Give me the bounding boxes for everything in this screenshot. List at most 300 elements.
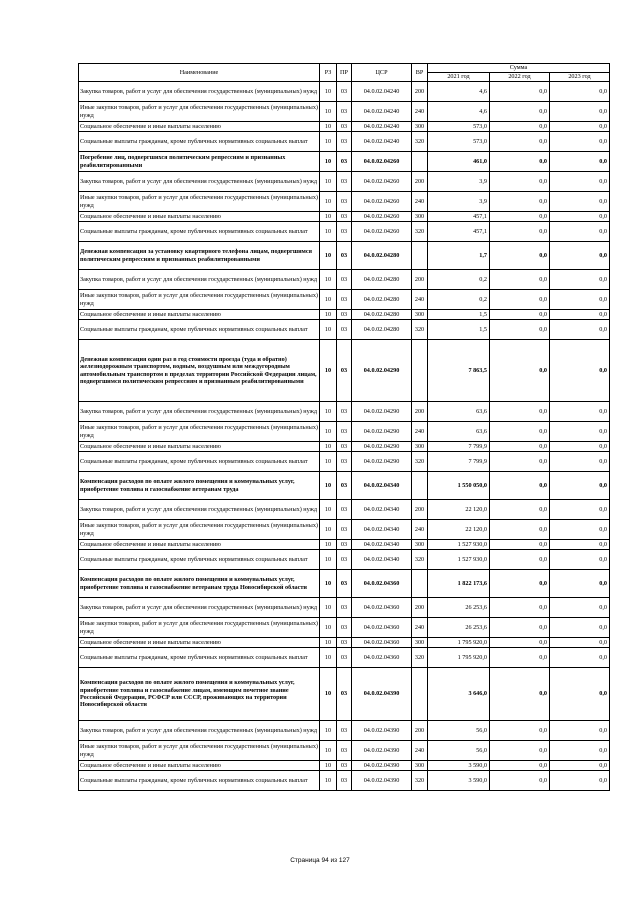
row-csr: 04.0.02.04290	[352, 442, 412, 452]
row-rz: 10	[320, 270, 337, 290]
header-2021: 2021 год	[428, 73, 490, 82]
row-csr: 04.0.02.04390	[352, 721, 412, 741]
row-vr: 300	[412, 761, 428, 771]
row-rz: 10	[320, 598, 337, 618]
row-vr: 200	[412, 721, 428, 741]
row-2023: 0,0	[550, 618, 610, 638]
row-name: Денежная компенсация за установку квартирного телефона лицам, подвергшимся политическим репрессиям и признанных реабилитированными	[79, 242, 320, 270]
row-csr: 04.0.02.04360	[352, 638, 412, 648]
row-2021: 1 550 050,0	[428, 472, 490, 500]
table-row	[79, 402, 610, 422]
row-pr: 03	[337, 192, 352, 212]
row-pr: 03	[337, 550, 352, 570]
table-row	[79, 618, 610, 638]
header-sum: Сумма	[428, 64, 610, 73]
row-name: Закупка товаров, работ и услуг для обеспечения государственных (муниципальных) нужд	[79, 402, 320, 422]
row-2023: 0,0	[550, 520, 610, 540]
table-row	[79, 668, 610, 721]
row-2022: 0,0	[490, 472, 550, 500]
table-row	[79, 132, 610, 152]
row-2021: 4,6	[428, 102, 490, 122]
row-pr: 03	[337, 741, 352, 761]
row-vr: 320	[412, 320, 428, 340]
row-2021: 1,7	[428, 242, 490, 270]
row-2022: 0,0	[490, 102, 550, 122]
row-rz: 10	[320, 212, 337, 222]
row-csr: 04.0.02.04240	[352, 102, 412, 122]
row-name: Социальные выплаты гражданам, кроме публичных нормативных социальных выплат	[79, 648, 320, 668]
table-row	[79, 648, 610, 668]
row-csr: 04.0.02.04260	[352, 172, 412, 192]
row-2023: 0,0	[550, 648, 610, 668]
table-row	[79, 452, 610, 472]
row-csr: 04.0.02.04280	[352, 320, 412, 340]
row-name: Закупка товаров, работ и услуг для обеспечения государственных (муниципальных) нужд	[79, 721, 320, 741]
row-2022: 0,0	[490, 520, 550, 540]
table-row	[79, 102, 610, 122]
row-name: Социальные выплаты гражданам, кроме публичных нормативных социальных выплат	[79, 771, 320, 791]
row-csr: 04.0.02.04340	[352, 540, 412, 550]
table-row	[79, 212, 610, 222]
row-name: Социальное обеспечение и иные выплаты населению	[79, 761, 320, 771]
row-csr: 04.0.02.04240	[352, 122, 412, 132]
row-name: Компенсация расходов по оплате жилого помещения и коммунальных услуг, приобретение топлива и газоснабжение ветеранам труда Новосибирской области	[79, 570, 320, 598]
row-name: Иные закупки товаров, работ и услуг для обеспечения государственных (муниципальных) нужд	[79, 422, 320, 442]
row-rz: 10	[320, 222, 337, 242]
row-csr: 04.0.02.04360	[352, 648, 412, 668]
row-name: Социальные выплаты гражданам, кроме публичных нормативных социальных выплат	[79, 320, 320, 340]
row-2023: 0,0	[550, 132, 610, 152]
row-csr: 04.0.02.04390	[352, 741, 412, 761]
row-vr: 320	[412, 452, 428, 472]
row-csr: 04.0.02.04280	[352, 242, 412, 270]
table-row	[79, 340, 610, 402]
row-rz: 10	[320, 520, 337, 540]
row-name: Социальное обеспечение и иные выплаты населению	[79, 212, 320, 222]
row-pr: 03	[337, 242, 352, 270]
row-2022: 0,0	[490, 598, 550, 618]
row-rz: 10	[320, 618, 337, 638]
row-2022: 0,0	[490, 452, 550, 472]
row-2022: 0,0	[490, 638, 550, 648]
row-2022: 0,0	[490, 320, 550, 340]
row-2022: 0,0	[490, 172, 550, 192]
row-2023: 0,0	[550, 290, 610, 310]
row-rz: 10	[320, 540, 337, 550]
row-csr: 04.0.02.04340	[352, 550, 412, 570]
table-row	[79, 422, 610, 442]
row-2022: 0,0	[490, 570, 550, 598]
row-pr: 03	[337, 721, 352, 741]
row-pr: 03	[337, 648, 352, 668]
row-2021: 26 253,6	[428, 618, 490, 638]
row-csr: 04.0.02.04280	[352, 290, 412, 310]
row-2022: 0,0	[490, 152, 550, 172]
row-pr: 03	[337, 290, 352, 310]
row-2021: 7 799,9	[428, 442, 490, 452]
header-2022: 2022 год	[490, 73, 550, 82]
row-2021: 1 527 930,0	[428, 550, 490, 570]
page-number: Страница 94 из 127	[290, 857, 350, 864]
row-2023: 0,0	[550, 771, 610, 791]
row-pr: 03	[337, 320, 352, 340]
row-pr: 03	[337, 122, 352, 132]
header-name: Наименование	[79, 64, 320, 82]
row-2023: 0,0	[550, 242, 610, 270]
row-pr: 03	[337, 771, 352, 791]
row-vr	[412, 242, 428, 270]
row-csr: 04.0.02.04240	[352, 132, 412, 152]
row-2023: 0,0	[550, 761, 610, 771]
row-2022: 0,0	[490, 771, 550, 791]
row-2021: 1,5	[428, 310, 490, 320]
row-name: Закупка товаров, работ и услуг для обеспечения государственных (муниципальных) нужд	[79, 82, 320, 102]
row-2022: 0,0	[490, 761, 550, 771]
row-2023: 0,0	[550, 82, 610, 102]
row-rz: 10	[320, 550, 337, 570]
row-2023: 0,0	[550, 222, 610, 242]
row-pr: 03	[337, 310, 352, 320]
row-rz: 10	[320, 290, 337, 310]
row-csr: 04.0.02.04240	[352, 82, 412, 102]
row-name: Социальные выплаты гражданам, кроме публичных нормативных социальных выплат	[79, 550, 320, 570]
table-row	[79, 771, 610, 791]
row-rz: 10	[320, 668, 337, 721]
row-rz: 10	[320, 500, 337, 520]
table-row	[79, 152, 610, 172]
row-rz: 10	[320, 82, 337, 102]
row-2021: 1 822 173,6	[428, 570, 490, 598]
row-2022: 0,0	[490, 668, 550, 721]
table-row	[79, 638, 610, 648]
table-row	[79, 290, 610, 310]
header-pr: ПР	[337, 64, 352, 82]
row-vr: 320	[412, 222, 428, 242]
table-row	[79, 761, 610, 771]
budget-table	[78, 63, 610, 791]
row-2023: 0,0	[550, 310, 610, 320]
row-rz: 10	[320, 761, 337, 771]
row-rz: 10	[320, 122, 337, 132]
row-name: Закупка товаров, работ и услуг для обеспечения государственных (муниципальных) нужд	[79, 270, 320, 290]
row-2022: 0,0	[490, 82, 550, 102]
row-2021: 457,1	[428, 212, 490, 222]
row-csr: 04.0.02.04280	[352, 310, 412, 320]
row-csr: 04.0.02.04390	[352, 668, 412, 721]
row-2023: 0,0	[550, 598, 610, 618]
row-vr: 200	[412, 500, 428, 520]
row-2023: 0,0	[550, 570, 610, 598]
row-vr	[412, 570, 428, 598]
row-csr: 04.0.02.04360	[352, 570, 412, 598]
row-vr: 240	[412, 618, 428, 638]
row-vr: 300	[412, 122, 428, 132]
row-vr: 320	[412, 648, 428, 668]
row-csr: 04.0.02.04290	[352, 422, 412, 442]
row-2023: 0,0	[550, 452, 610, 472]
row-pr: 03	[337, 402, 352, 422]
row-csr: 04.0.02.04360	[352, 618, 412, 638]
row-vr: 240	[412, 102, 428, 122]
row-2023: 0,0	[550, 172, 610, 192]
row-csr: 04.0.02.04260	[352, 222, 412, 242]
row-2021: 26 253,6	[428, 598, 490, 618]
row-2021: 1,5	[428, 320, 490, 340]
row-2023: 0,0	[550, 270, 610, 290]
row-2022: 0,0	[490, 222, 550, 242]
row-vr: 240	[412, 741, 428, 761]
table-row	[79, 122, 610, 132]
row-pr: 03	[337, 132, 352, 152]
table-body	[79, 82, 610, 791]
row-2021: 56,0	[428, 741, 490, 761]
row-2021: 7 799,9	[428, 452, 490, 472]
row-vr	[412, 668, 428, 721]
row-csr: 04.0.02.04290	[352, 402, 412, 422]
row-2022: 0,0	[490, 242, 550, 270]
row-2021: 0,2	[428, 270, 490, 290]
row-2022: 0,0	[490, 540, 550, 550]
row-rz: 10	[320, 340, 337, 402]
row-2023: 0,0	[550, 500, 610, 520]
row-2021: 1 795 920,0	[428, 648, 490, 668]
row-2021: 63,6	[428, 422, 490, 442]
table-row	[79, 472, 610, 500]
table-row	[79, 598, 610, 618]
row-vr: 320	[412, 132, 428, 152]
row-pr: 03	[337, 270, 352, 290]
row-rz: 10	[320, 132, 337, 152]
row-pr: 03	[337, 761, 352, 771]
row-2022: 0,0	[490, 741, 550, 761]
row-name: Закупка товаров, работ и услуг для обеспечения государственных (муниципальных) нужд	[79, 598, 320, 618]
header-csr: ЦСР	[352, 64, 412, 82]
row-2023: 0,0	[550, 152, 610, 172]
row-vr: 200	[412, 82, 428, 102]
row-vr: 200	[412, 598, 428, 618]
row-rz: 10	[320, 102, 337, 122]
row-name: Социальное обеспечение и иные выплаты населению	[79, 638, 320, 648]
row-2022: 0,0	[490, 310, 550, 320]
row-name: Погребение лиц, подвергшихся политическим репрессиям и признанных реабилитированными	[79, 152, 320, 172]
row-rz: 10	[320, 721, 337, 741]
row-pr: 03	[337, 520, 352, 540]
row-pr: 03	[337, 222, 352, 242]
row-csr: 04.0.02.04390	[352, 761, 412, 771]
row-name: Денежная компенсация один раз в год стоимости проезда (туда и обратно) железнодорожным транспортом, водным, воздушным или междугородным автомобильным транспортом в пределах территории Российской Федерации лицам, подвергшимся политическим репрессиям и признанным реабилитированными	[79, 340, 320, 402]
row-csr: 04.0.02.04340	[352, 472, 412, 500]
row-vr: 300	[412, 540, 428, 550]
table-row	[79, 320, 610, 340]
row-rz: 10	[320, 172, 337, 192]
row-2021: 573,0	[428, 132, 490, 152]
row-pr: 03	[337, 638, 352, 648]
row-2023: 0,0	[550, 540, 610, 550]
row-2021: 461,0	[428, 152, 490, 172]
row-2023: 0,0	[550, 442, 610, 452]
row-2023: 0,0	[550, 122, 610, 132]
table-row	[79, 500, 610, 520]
row-2021: 3,9	[428, 192, 490, 212]
table-row	[79, 570, 610, 598]
row-pr: 03	[337, 668, 352, 721]
table-row	[79, 310, 610, 320]
row-2022: 0,0	[490, 721, 550, 741]
table-row	[79, 540, 610, 550]
row-pr: 03	[337, 82, 352, 102]
row-csr: 04.0.02.04260	[352, 152, 412, 172]
row-vr: 200	[412, 172, 428, 192]
row-pr: 03	[337, 570, 352, 598]
row-pr: 03	[337, 212, 352, 222]
row-2021: 457,1	[428, 222, 490, 242]
row-name: Закупка товаров, работ и услуг для обеспечения государственных (муниципальных) нужд	[79, 172, 320, 192]
row-rz: 10	[320, 472, 337, 500]
row-rz: 10	[320, 422, 337, 442]
row-2022: 0,0	[490, 270, 550, 290]
row-2023: 0,0	[550, 192, 610, 212]
header-vr: ВР	[412, 64, 428, 82]
row-pr: 03	[337, 422, 352, 442]
row-csr: 04.0.02.04390	[352, 771, 412, 791]
row-2021: 22 120,0	[428, 500, 490, 520]
row-2023: 0,0	[550, 212, 610, 222]
table-row	[79, 242, 610, 270]
row-pr: 03	[337, 540, 352, 550]
row-2022: 0,0	[490, 132, 550, 152]
row-pr: 03	[337, 152, 352, 172]
row-vr: 300	[412, 310, 428, 320]
row-2023: 0,0	[550, 472, 610, 500]
row-2021: 3 646,0	[428, 668, 490, 721]
row-2021: 56,0	[428, 721, 490, 741]
row-name: Социальное обеспечение и иные выплаты населению	[79, 310, 320, 320]
row-2021: 3,9	[428, 172, 490, 192]
row-2021: 63,6	[428, 402, 490, 422]
table-row	[79, 721, 610, 741]
row-name: Иные закупки товаров, работ и услуг для обеспечения государственных (муниципальных) нужд	[79, 290, 320, 310]
row-pr: 03	[337, 172, 352, 192]
row-vr: 300	[412, 638, 428, 648]
row-2023: 0,0	[550, 340, 610, 402]
row-name: Компенсация расходов по оплате жилого помещения и коммунальных услуг, приобретение топлива и газоснабжение ветеранам труда	[79, 472, 320, 500]
row-rz: 10	[320, 442, 337, 452]
table-row	[79, 172, 610, 192]
row-2021: 573,0	[428, 122, 490, 132]
row-2023: 0,0	[550, 741, 610, 761]
row-rz: 10	[320, 570, 337, 598]
row-2023: 0,0	[550, 402, 610, 422]
row-2023: 0,0	[550, 320, 610, 340]
row-2021: 3 590,0	[428, 771, 490, 791]
table-row	[79, 82, 610, 102]
row-2023: 0,0	[550, 422, 610, 442]
row-2021: 3 590,0	[428, 761, 490, 771]
row-vr: 200	[412, 270, 428, 290]
row-csr: 04.0.02.04360	[352, 598, 412, 618]
row-2022: 0,0	[490, 402, 550, 422]
row-vr: 200	[412, 402, 428, 422]
row-2023: 0,0	[550, 550, 610, 570]
row-rz: 10	[320, 310, 337, 320]
row-2021: 1 527 930,0	[428, 540, 490, 550]
row-rz: 10	[320, 192, 337, 212]
row-vr: 240	[412, 290, 428, 310]
row-2021: 4,6	[428, 82, 490, 102]
row-csr: 04.0.02.04340	[352, 520, 412, 540]
row-name: Иные закупки товаров, работ и услуг для обеспечения государственных (муниципальных) нужд	[79, 741, 320, 761]
row-rz: 10	[320, 638, 337, 648]
row-vr: 300	[412, 212, 428, 222]
row-vr	[412, 472, 428, 500]
row-2023: 0,0	[550, 668, 610, 721]
row-2022: 0,0	[490, 500, 550, 520]
row-rz: 10	[320, 242, 337, 270]
row-vr: 240	[412, 422, 428, 442]
row-rz: 10	[320, 402, 337, 422]
row-vr	[412, 340, 428, 402]
row-2022: 0,0	[490, 340, 550, 402]
table-row	[79, 270, 610, 290]
table-row	[79, 442, 610, 452]
table-row	[79, 222, 610, 242]
row-name: Социальные выплаты гражданам, кроме публичных нормативных социальных выплат	[79, 132, 320, 152]
row-pr: 03	[337, 442, 352, 452]
row-csr: 04.0.02.04340	[352, 500, 412, 520]
row-rz: 10	[320, 648, 337, 668]
row-vr: 300	[412, 442, 428, 452]
row-pr: 03	[337, 472, 352, 500]
header-2023: 2023 год	[550, 73, 610, 82]
table-row	[79, 550, 610, 570]
row-2021: 0,2	[428, 290, 490, 310]
row-pr: 03	[337, 102, 352, 122]
row-pr: 03	[337, 500, 352, 520]
row-2022: 0,0	[490, 122, 550, 132]
row-csr: 04.0.02.04280	[352, 270, 412, 290]
table-row	[79, 192, 610, 212]
row-pr: 03	[337, 598, 352, 618]
row-csr: 04.0.02.04260	[352, 192, 412, 212]
row-vr: 320	[412, 771, 428, 791]
row-pr: 03	[337, 618, 352, 638]
row-csr: 04.0.02.04260	[352, 212, 412, 222]
row-name: Иные закупки товаров, работ и услуг для обеспечения государственных (муниципальных) нужд	[79, 618, 320, 638]
row-name: Закупка товаров, работ и услуг для обеспечения государственных (муниципальных) нужд	[79, 500, 320, 520]
row-2021: 22 120,0	[428, 520, 490, 540]
row-2023: 0,0	[550, 638, 610, 648]
table-row	[79, 741, 610, 761]
row-csr: 04.0.02.04290	[352, 452, 412, 472]
row-2022: 0,0	[490, 442, 550, 452]
row-vr: 240	[412, 520, 428, 540]
row-2021: 7 863,5	[428, 340, 490, 402]
row-2022: 0,0	[490, 212, 550, 222]
row-2023: 0,0	[550, 721, 610, 741]
header-rz: РЗ	[320, 64, 337, 82]
row-2022: 0,0	[490, 550, 550, 570]
row-pr: 03	[337, 340, 352, 402]
table-row	[79, 520, 610, 540]
row-2022: 0,0	[490, 648, 550, 668]
row-vr	[412, 152, 428, 172]
row-2022: 0,0	[490, 290, 550, 310]
row-rz: 10	[320, 771, 337, 791]
row-2021: 1 795 920,0	[428, 638, 490, 648]
row-name: Компенсация расходов по оплате жилого помещения и коммунальных услуг, приобретение топлива и газоснабжение лицам, имеющим почетное звание Российской Федерации, РСФСР или СССР, проживающих на территории Новосибирской области	[79, 668, 320, 721]
row-name: Иные закупки товаров, работ и услуг для обеспечения государственных (муниципальных) нужд	[79, 520, 320, 540]
row-rz: 10	[320, 152, 337, 172]
